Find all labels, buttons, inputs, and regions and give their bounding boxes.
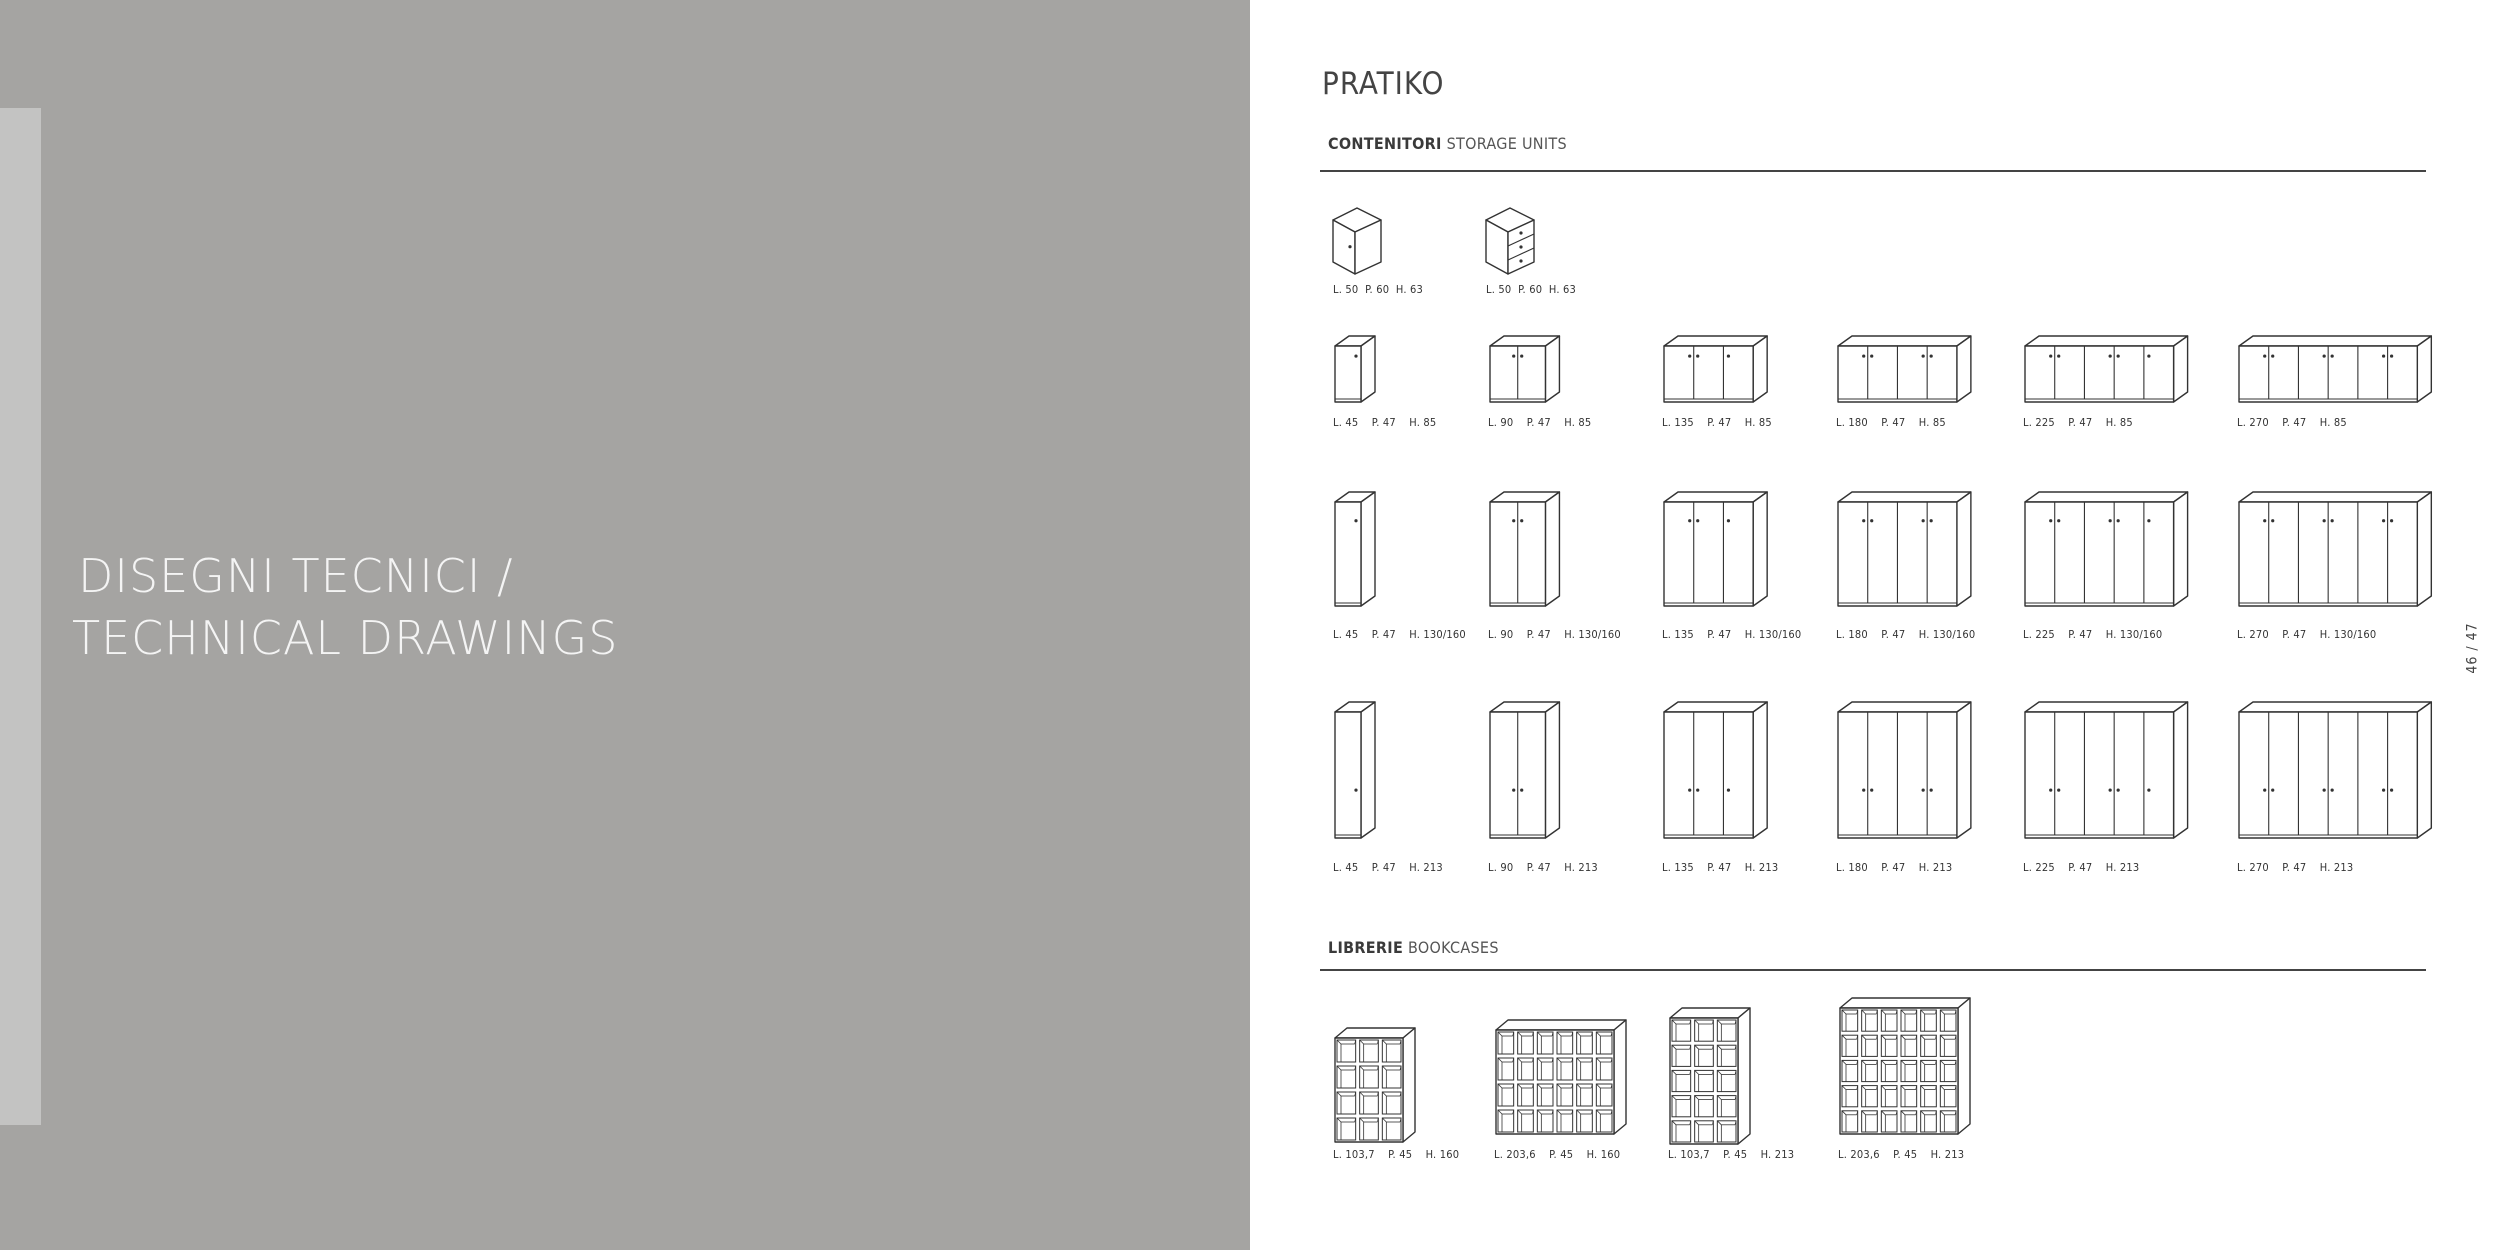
storage-cabinet-drawing: [1488, 700, 1563, 842]
storage-cabinet-drawing: [1662, 700, 1771, 842]
storage-cabinet-drawing: [2023, 334, 2192, 406]
storage-cabinet-drawing: [1333, 700, 1379, 842]
pedestal-unit-drawing: [1333, 206, 1393, 276]
dimension-caption: L. 50 P. 60 H. 63: [1333, 283, 1424, 296]
storage-cabinet-drawing: [1333, 490, 1379, 610]
bookcase-drawing: [1668, 1006, 1756, 1148]
storage-cabinet-drawing: [2023, 700, 2192, 842]
dimension-caption: L. 180 P. 47 H. 130/160: [1836, 628, 1976, 641]
storage-cabinet-drawing: [1662, 334, 1771, 406]
dimension-caption: L. 225 P. 47 H. 130/160: [2023, 628, 2163, 641]
storage-cabinet-drawing: [2237, 700, 2435, 842]
section-divider: [1320, 969, 2426, 971]
storage-cabinet-drawing: [2237, 334, 2435, 406]
bookcase-drawing: [1838, 996, 1976, 1138]
dimension-caption: L. 90 P. 47 H. 85: [1488, 416, 1592, 429]
dimension-caption: L. 50 P. 60 H. 63: [1486, 283, 1577, 296]
storage-cabinet-drawing: [1488, 490, 1563, 610]
brand-name: PRATIKO: [1322, 66, 1445, 102]
storage-cabinet-drawing: [1836, 334, 1975, 406]
section-divider: [1320, 170, 2426, 172]
pedestal-unit-drawing: [1486, 206, 1546, 276]
dimension-caption: L. 180 P. 47 H. 85: [1836, 416, 1946, 429]
storage-cabinet-drawing: [1662, 490, 1771, 610]
section-heading-label: STORAGE UNITS: [1446, 134, 1567, 153]
dimension-caption: L. 45 P. 47 H. 213: [1333, 861, 1443, 874]
storage-cabinet-drawing: [1488, 334, 1563, 406]
dimension-caption: L. 225 P. 47 H. 213: [2023, 861, 2140, 874]
storage-cabinet-drawing: [1333, 334, 1379, 406]
title-line-2: TECHNICAL DRAWINGS: [72, 611, 619, 665]
storage-cabinet-drawing: [2023, 490, 2192, 610]
dimension-caption: L. 103,7 P. 45 H. 213: [1668, 1148, 1795, 1161]
dimension-caption: L. 270 P. 47 H. 130/160: [2237, 628, 2377, 641]
dimension-caption: L. 135 P. 47 H. 130/160: [1662, 628, 1802, 641]
bookcase-drawing: [1333, 1026, 1421, 1146]
dimension-caption: L. 135 P. 47 H. 85: [1662, 416, 1772, 429]
section-heading-bold: LIBRERIE: [1328, 938, 1404, 957]
dimension-caption: L. 270 P. 47 H. 85: [2237, 416, 2347, 429]
dimension-caption: L. 45 P. 47 H. 130/160: [1333, 628, 1466, 641]
section-heading-storage: [1328, 134, 1567, 153]
section-heading-label: BOOKCASES: [1407, 938, 1499, 957]
dimension-caption: L. 180 P. 47 H. 213: [1836, 861, 1953, 874]
dimension-caption: L. 203,6 P. 45 H. 213: [1838, 1148, 1965, 1161]
section-heading-bold: CONTENITORI: [1328, 134, 1442, 153]
storage-cabinet-drawing: [1836, 490, 1975, 610]
dimension-caption: L. 45 P. 47 H. 85: [1333, 416, 1437, 429]
left-accent-strip: [0, 108, 41, 1125]
section-heading-bookcases: [1328, 938, 1499, 957]
storage-cabinet-drawing: [1836, 700, 1975, 842]
storage-cabinet-drawing: [2237, 490, 2435, 610]
bookcase-drawing: [1494, 1018, 1632, 1138]
dimension-caption: L. 135 P. 47 H. 213: [1662, 861, 1779, 874]
dimension-caption: L. 225 P. 47 H. 85: [2023, 416, 2133, 429]
title-line-1: DISEGNI TECNICI /: [78, 549, 514, 603]
dimension-caption: L. 103,7 P. 45 H. 160: [1333, 1148, 1460, 1161]
dimension-caption: L. 90 P. 47 H. 130/160: [1488, 628, 1621, 641]
dimension-caption: L. 203,6 P. 45 H. 160: [1494, 1148, 1621, 1161]
page-number: 46 / 47: [2464, 622, 2481, 674]
page-title: [72, 545, 618, 669]
dimension-caption: L. 90 P. 47 H. 213: [1488, 861, 1598, 874]
dimension-caption: L. 270 P. 47 H. 213: [2237, 861, 2354, 874]
